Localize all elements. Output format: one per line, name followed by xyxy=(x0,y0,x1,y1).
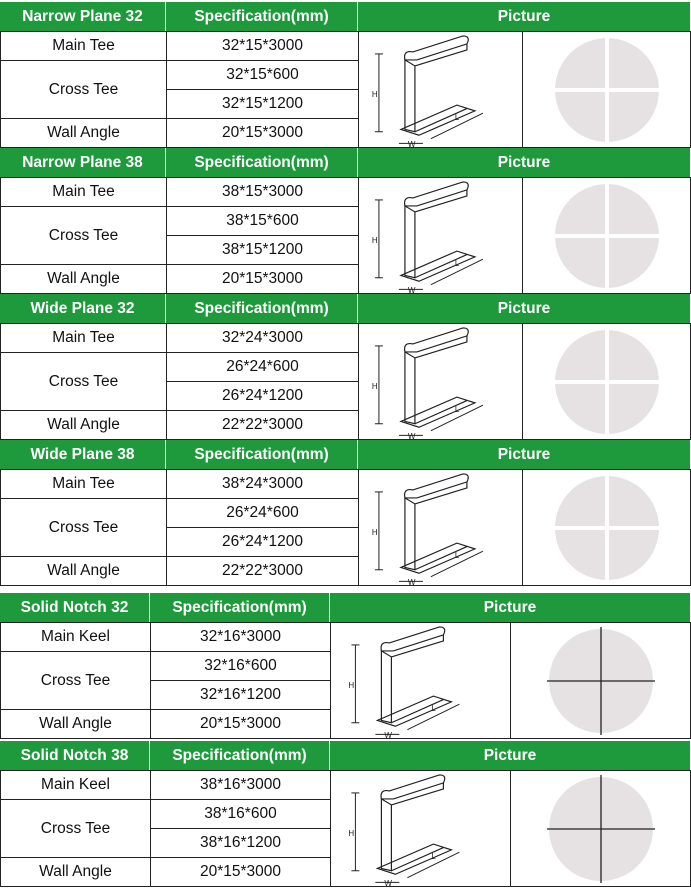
component-spec: 38*16*1200 xyxy=(150,828,331,858)
grid-gap-horizontal xyxy=(554,526,660,530)
component-name: Cross Tee xyxy=(0,799,151,858)
ceiling-grid-illustration xyxy=(511,771,691,887)
picture-header: Picture xyxy=(358,440,691,469)
ceiling-grid-illustration xyxy=(523,470,691,586)
length-label: L xyxy=(454,259,460,269)
ceiling-grid-illustration-cell xyxy=(522,469,691,586)
dimension-lines xyxy=(375,492,483,581)
component-name: Wall Angle xyxy=(0,410,167,440)
component-name: Main Tee xyxy=(0,31,167,61)
tee-profile-drawing xyxy=(401,36,475,135)
tee-profile-drawing xyxy=(401,328,475,427)
specification-header: Specification(mm) xyxy=(166,148,358,177)
length-label: L xyxy=(454,113,460,123)
component-spec: 32*15*1200 xyxy=(166,89,359,119)
component-spec: 20*15*3000 xyxy=(166,118,359,148)
component-name: Cross Tee xyxy=(0,352,167,411)
component-name: Main Tee xyxy=(0,469,167,499)
ceiling-grid-illustration xyxy=(523,324,691,440)
component-spec: 32*16*1200 xyxy=(150,680,331,710)
width-label: W xyxy=(407,139,416,148)
product-title: Narrow Plane 38 xyxy=(0,148,166,177)
tee-profile-drawing xyxy=(401,182,475,281)
component-spec: 38*15*1200 xyxy=(166,235,359,265)
ceiling-grid-illustration xyxy=(523,178,691,294)
component-name: Main Tee xyxy=(0,323,167,353)
height-label: H xyxy=(348,680,355,690)
component-spec: 38*16*3000 xyxy=(150,770,331,800)
component-spec: 20*15*3000 xyxy=(150,709,331,739)
spec-table xyxy=(0,593,691,738)
profile-drawing-cell xyxy=(358,31,523,148)
profile-drawing-cell xyxy=(330,622,511,739)
grid-gap-horizontal xyxy=(554,380,660,384)
component-spec: 20*15*3000 xyxy=(150,857,331,887)
width-label: W xyxy=(407,431,416,440)
component-name: Wall Angle xyxy=(0,118,167,148)
component-spec: 26*24*1200 xyxy=(166,527,359,557)
component-spec: 32*16*600 xyxy=(150,651,331,681)
profile-drawing xyxy=(359,178,523,294)
profile-drawing xyxy=(359,32,523,148)
ceiling-grid-illustration-cell xyxy=(522,177,691,294)
length-label: L xyxy=(454,551,460,561)
specification-header: Specification(mm) xyxy=(150,741,330,770)
component-name: Cross Tee xyxy=(0,498,167,557)
profile-drawing xyxy=(331,623,511,739)
component-name: Cross Tee xyxy=(0,60,167,119)
profile-drawing-cell xyxy=(358,323,523,440)
ceiling-grid-illustration xyxy=(511,623,691,739)
picture-header: Picture xyxy=(358,294,691,323)
ceiling-grid-illustration-cell xyxy=(522,323,691,440)
tee-profile-drawing xyxy=(377,775,451,874)
profile-drawing xyxy=(359,324,523,440)
picture-header: Picture xyxy=(330,741,691,770)
specification-header: Specification(mm) xyxy=(166,440,358,469)
component-spec: 32*24*3000 xyxy=(166,323,359,353)
spec-table xyxy=(0,741,691,886)
width-label: W xyxy=(407,577,416,586)
component-name: Cross Tee xyxy=(0,651,151,710)
specification-header: Specification(mm) xyxy=(150,593,330,622)
dimension-lines xyxy=(375,200,483,289)
width-label: W xyxy=(384,878,392,887)
component-spec: 26*24*1200 xyxy=(166,381,359,411)
component-name: Cross Tee xyxy=(0,206,167,265)
product-title: Solid Notch 32 xyxy=(0,593,150,622)
length-label: L xyxy=(431,852,436,862)
ceiling-grid-illustration xyxy=(523,32,691,148)
height-label: H xyxy=(371,235,378,245)
component-name: Wall Angle xyxy=(0,709,151,739)
profile-drawing xyxy=(331,771,511,887)
width-label: W xyxy=(384,730,392,739)
width-label: W xyxy=(407,285,416,294)
height-label: H xyxy=(371,381,378,391)
component-spec: 22*22*3000 xyxy=(166,556,359,586)
grid-gap-horizontal xyxy=(554,88,660,92)
dimension-lines xyxy=(375,346,483,435)
tee-profile-drawing xyxy=(401,474,475,573)
specification-header: Specification(mm) xyxy=(166,294,358,323)
ceiling-grid-illustration-cell xyxy=(510,622,691,739)
component-spec: 38*16*600 xyxy=(150,799,331,829)
spec-table xyxy=(0,2,691,147)
height-label: H xyxy=(371,89,378,99)
tee-profile-drawing xyxy=(377,627,451,726)
profile-drawing xyxy=(359,470,523,586)
spec-table xyxy=(0,148,691,293)
picture-header: Picture xyxy=(358,2,691,31)
component-spec: 32*15*3000 xyxy=(166,31,359,61)
picture-header: Picture xyxy=(330,593,691,622)
dimension-lines xyxy=(351,645,459,734)
grid-gap-horizontal xyxy=(554,234,660,238)
spec-table xyxy=(0,294,691,439)
component-spec: 32*15*600 xyxy=(166,60,359,90)
product-title: Wide Plane 38 xyxy=(0,440,166,469)
spec-table xyxy=(0,440,691,585)
height-label: H xyxy=(371,527,378,537)
product-title: Narrow Plane 32 xyxy=(0,2,166,31)
dimension-lines xyxy=(351,793,459,882)
component-name: Main Keel xyxy=(0,770,151,800)
component-spec: 20*15*3000 xyxy=(166,264,359,294)
profile-drawing-cell xyxy=(358,469,523,586)
profile-drawing-cell xyxy=(330,770,511,887)
component-name: Wall Angle xyxy=(0,556,167,586)
component-spec: 38*24*3000 xyxy=(166,469,359,499)
ceiling-grid-illustration-cell xyxy=(522,31,691,148)
length-label: L xyxy=(454,405,460,415)
component-name: Wall Angle xyxy=(0,264,167,294)
component-spec: 26*24*600 xyxy=(166,352,359,382)
product-title: Solid Notch 38 xyxy=(0,741,150,770)
component-name: Wall Angle xyxy=(0,857,151,887)
length-label: L xyxy=(431,704,436,714)
height-label: H xyxy=(348,828,355,838)
specification-header: Specification(mm) xyxy=(166,2,358,31)
component-spec: 26*24*600 xyxy=(166,498,359,528)
component-name: Main Keel xyxy=(0,622,151,652)
component-spec: 38*15*600 xyxy=(166,206,359,236)
ceiling-grid-illustration-cell xyxy=(510,770,691,887)
component-spec: 38*15*3000 xyxy=(166,177,359,207)
component-spec: 32*16*3000 xyxy=(150,622,331,652)
component-spec: 22*22*3000 xyxy=(166,410,359,440)
product-title: Wide Plane 32 xyxy=(0,294,166,323)
dimension-lines xyxy=(375,54,483,143)
picture-header: Picture xyxy=(358,148,691,177)
component-name: Main Tee xyxy=(0,177,167,207)
profile-drawing-cell xyxy=(358,177,523,294)
